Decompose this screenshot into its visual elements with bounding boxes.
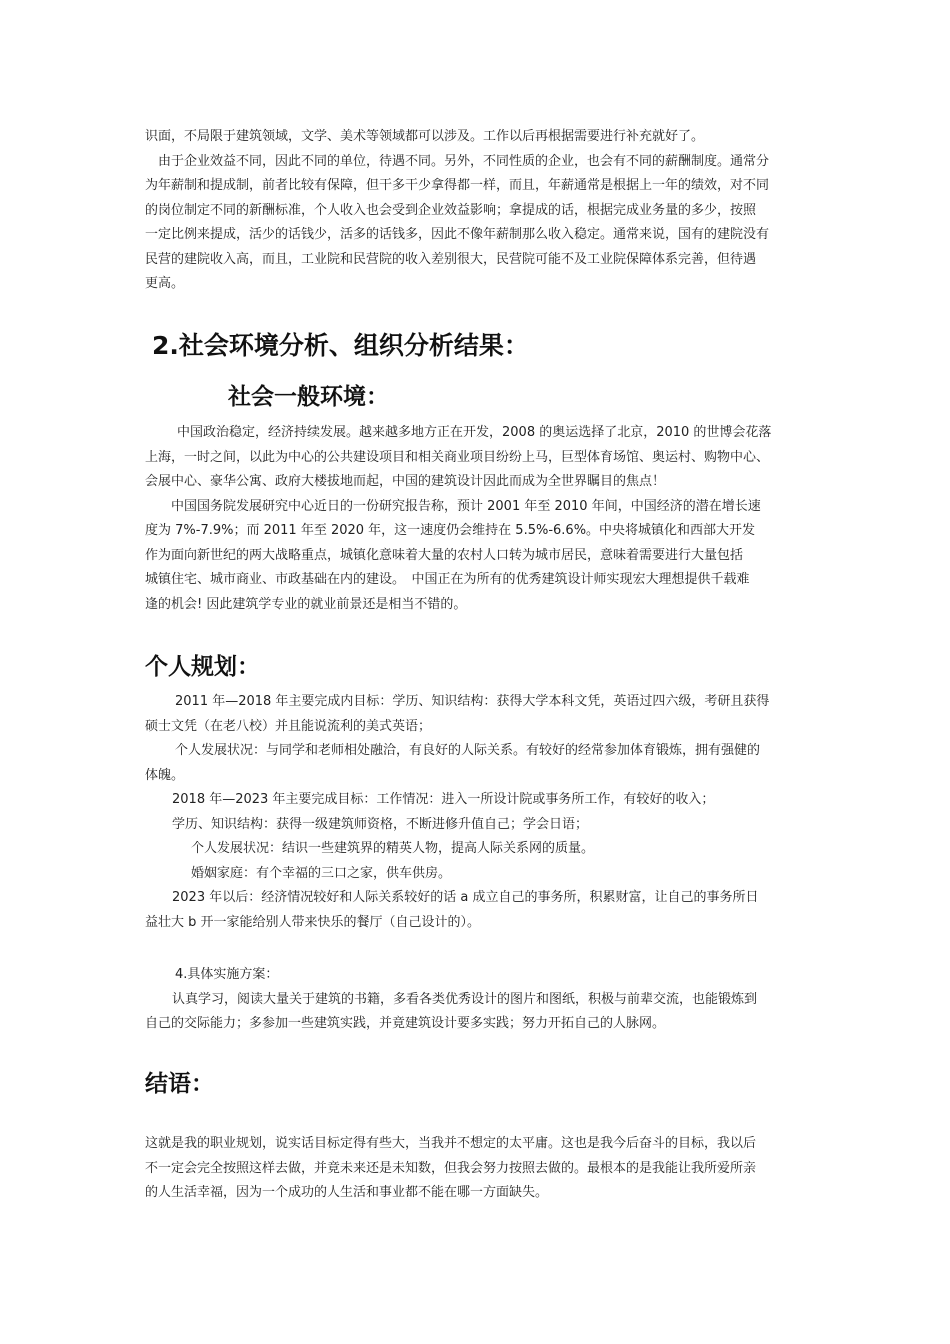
text-line: 认真学习，阅读大量关于建筑的书籍，多看各类优秀设计的图片和图纸，积极与前辈交流，也能锻炼到 xyxy=(172,991,758,1007)
text-line: 自己的交际能力；多参加一些建筑实践，并竟建筑设计要多实践；努力开拓自己的人脉网。 xyxy=(145,1016,666,1031)
text-line: 逢的机会! 因此建筑学专业的就业前景还是相当不错的。 xyxy=(145,596,467,612)
text-line: 2023 年以后：经济情况较好和人际关系较好的话 a 成立自己的事务所，积累财富，让自己的事务所日 xyxy=(172,890,759,905)
text-line: 度为 7%-7.9%；而 2011 年至 2020 年，这一速度仍会维持在 5.5%-6.6%。中央将城镇化和西部大开发 xyxy=(145,523,756,538)
text-line: 体魄。 xyxy=(145,767,185,783)
text-line: 会展中心、豪华公寓、政府大楼拔地而起，中国的建筑设计因此而成为全世界瞩目的焦点！ xyxy=(145,474,666,489)
text-line: 为年薪制和提成制，前者比较有保障，但干多干少拿得都一样，而且，年薪通常是根据上一年的绩效，对不同 xyxy=(145,178,770,193)
text-line: 益壮大 b 开一家能给别人带来快乐的餐厅（自己设计的）。 xyxy=(145,914,481,930)
text-line: 识面，不局限于建筑领域，文学、美术等领域都可以涉及。工作以后再根据需要进行补充就好了。 xyxy=(145,129,705,144)
text-line: 2018 年—2023 年主要完成目标：工作情况：进入一所设计院或事务所工作，有较好的收入； xyxy=(172,792,715,807)
text-line: 一定比例来提成，活少的话钱少，活多的话钱多，因此不像年薪制那么收入稳定。通常来说，国有的建院没有 xyxy=(145,227,770,242)
text-line: 2011 年—2018 年主要完成内目标：学历、知识结构：获得大学本科文凭，英语过四六级，考研且获得 xyxy=(175,694,770,709)
text-line: 个人发展状况：与同学和老师相处融洽，有良好的人际关系。有较好的经常参加体育锻炼，拥有强健的 xyxy=(175,743,761,758)
conclusion-paragraph xyxy=(145,1132,810,1206)
implementation-plan-title: 4.具体实施方案： xyxy=(175,967,279,982)
text-line: 不一定会完全按照这样去做，并竟未来还是未知数，但我会努力按照去做的。最根本的是我能让我所爱所亲 xyxy=(145,1160,757,1176)
section-heading-social-analysis: 2.社会环境分析、组织分析结果： xyxy=(152,331,529,360)
implementation-plan xyxy=(145,963,810,1037)
text-line: 的岗位制定不同的新酬标准，个人收入也会受到企业效益影响；拿提成的话，根据完成业务量的多少，按照 xyxy=(145,202,757,218)
social-environment-paragraph xyxy=(145,421,810,617)
text-line: 更高。 xyxy=(145,276,185,291)
text-line: 由于企业效益不同，因此不同的单位，待遇不同。另外，不同性质的企业，也会有不同的薪酬制度。通常分 xyxy=(158,153,770,169)
text-line: 中国政治稳定，经济持续发展。越来越多地方正在开发，2008 的奥运选择了北京，2010 的世博会花落 xyxy=(177,425,772,440)
text-line: 这就是我的职业规划，说实话目标定得有些大，当我并不想定的太平庸。这也是我今后奋斗的目标，我以后 xyxy=(145,1136,757,1151)
text-line: 个人发展状况：结识一些建筑界的精英人物，提高人际关系网的质量。 xyxy=(191,841,595,856)
intro-paragraph xyxy=(145,125,810,297)
subsection-heading-social-environment: 社会一般环境： xyxy=(228,384,389,410)
text-line: 作为面向新世纪的两大战略重点，城镇化意味着大量的农村人口转为城市居民，意味着需要进行大量包括 xyxy=(145,547,744,563)
text-line: 婚姻家庭：有个幸福的三口之家，供车供房。 xyxy=(191,865,452,881)
text-line: 上海，一时之间，以此为中心的公共建设项目和相关商业项目纷纷上马，巨型体育场馆、奥运村、购物中心、 xyxy=(145,449,770,465)
text-line: 中国国务院发展研究中心近日的一份研究报告称，预计 2001 年至 2010 年间，中国经济的潜在增长速 xyxy=(171,498,761,514)
text-line: 硕士文凭（在老八校）并且能说流利的美式英语； xyxy=(145,718,432,734)
text-line: 民营的建院收入高，而且，工业院和民营院的收入差别很大，民营院可能不及工业院保障体系完善，但待遇 xyxy=(145,251,757,267)
personal-plan-paragraph xyxy=(145,690,810,935)
section-heading-personal-plan: 个人规划： xyxy=(145,654,260,680)
text-line: 学历、知识结构：获得一级建筑师资格，不断进修升值自己；学会日语； xyxy=(172,816,589,832)
section-heading-conclusion: 结语： xyxy=(145,1071,214,1097)
text-line: 的人生活幸福，因为一个成功的人生活和事业都不能在哪一方面缺失。 xyxy=(145,1185,549,1200)
text-line: 城镇住宅、城市商业、市政基础在内的建设。 中国正在为所有的优秀建筑设计师实现宏大理想提供千载难 xyxy=(145,572,750,587)
